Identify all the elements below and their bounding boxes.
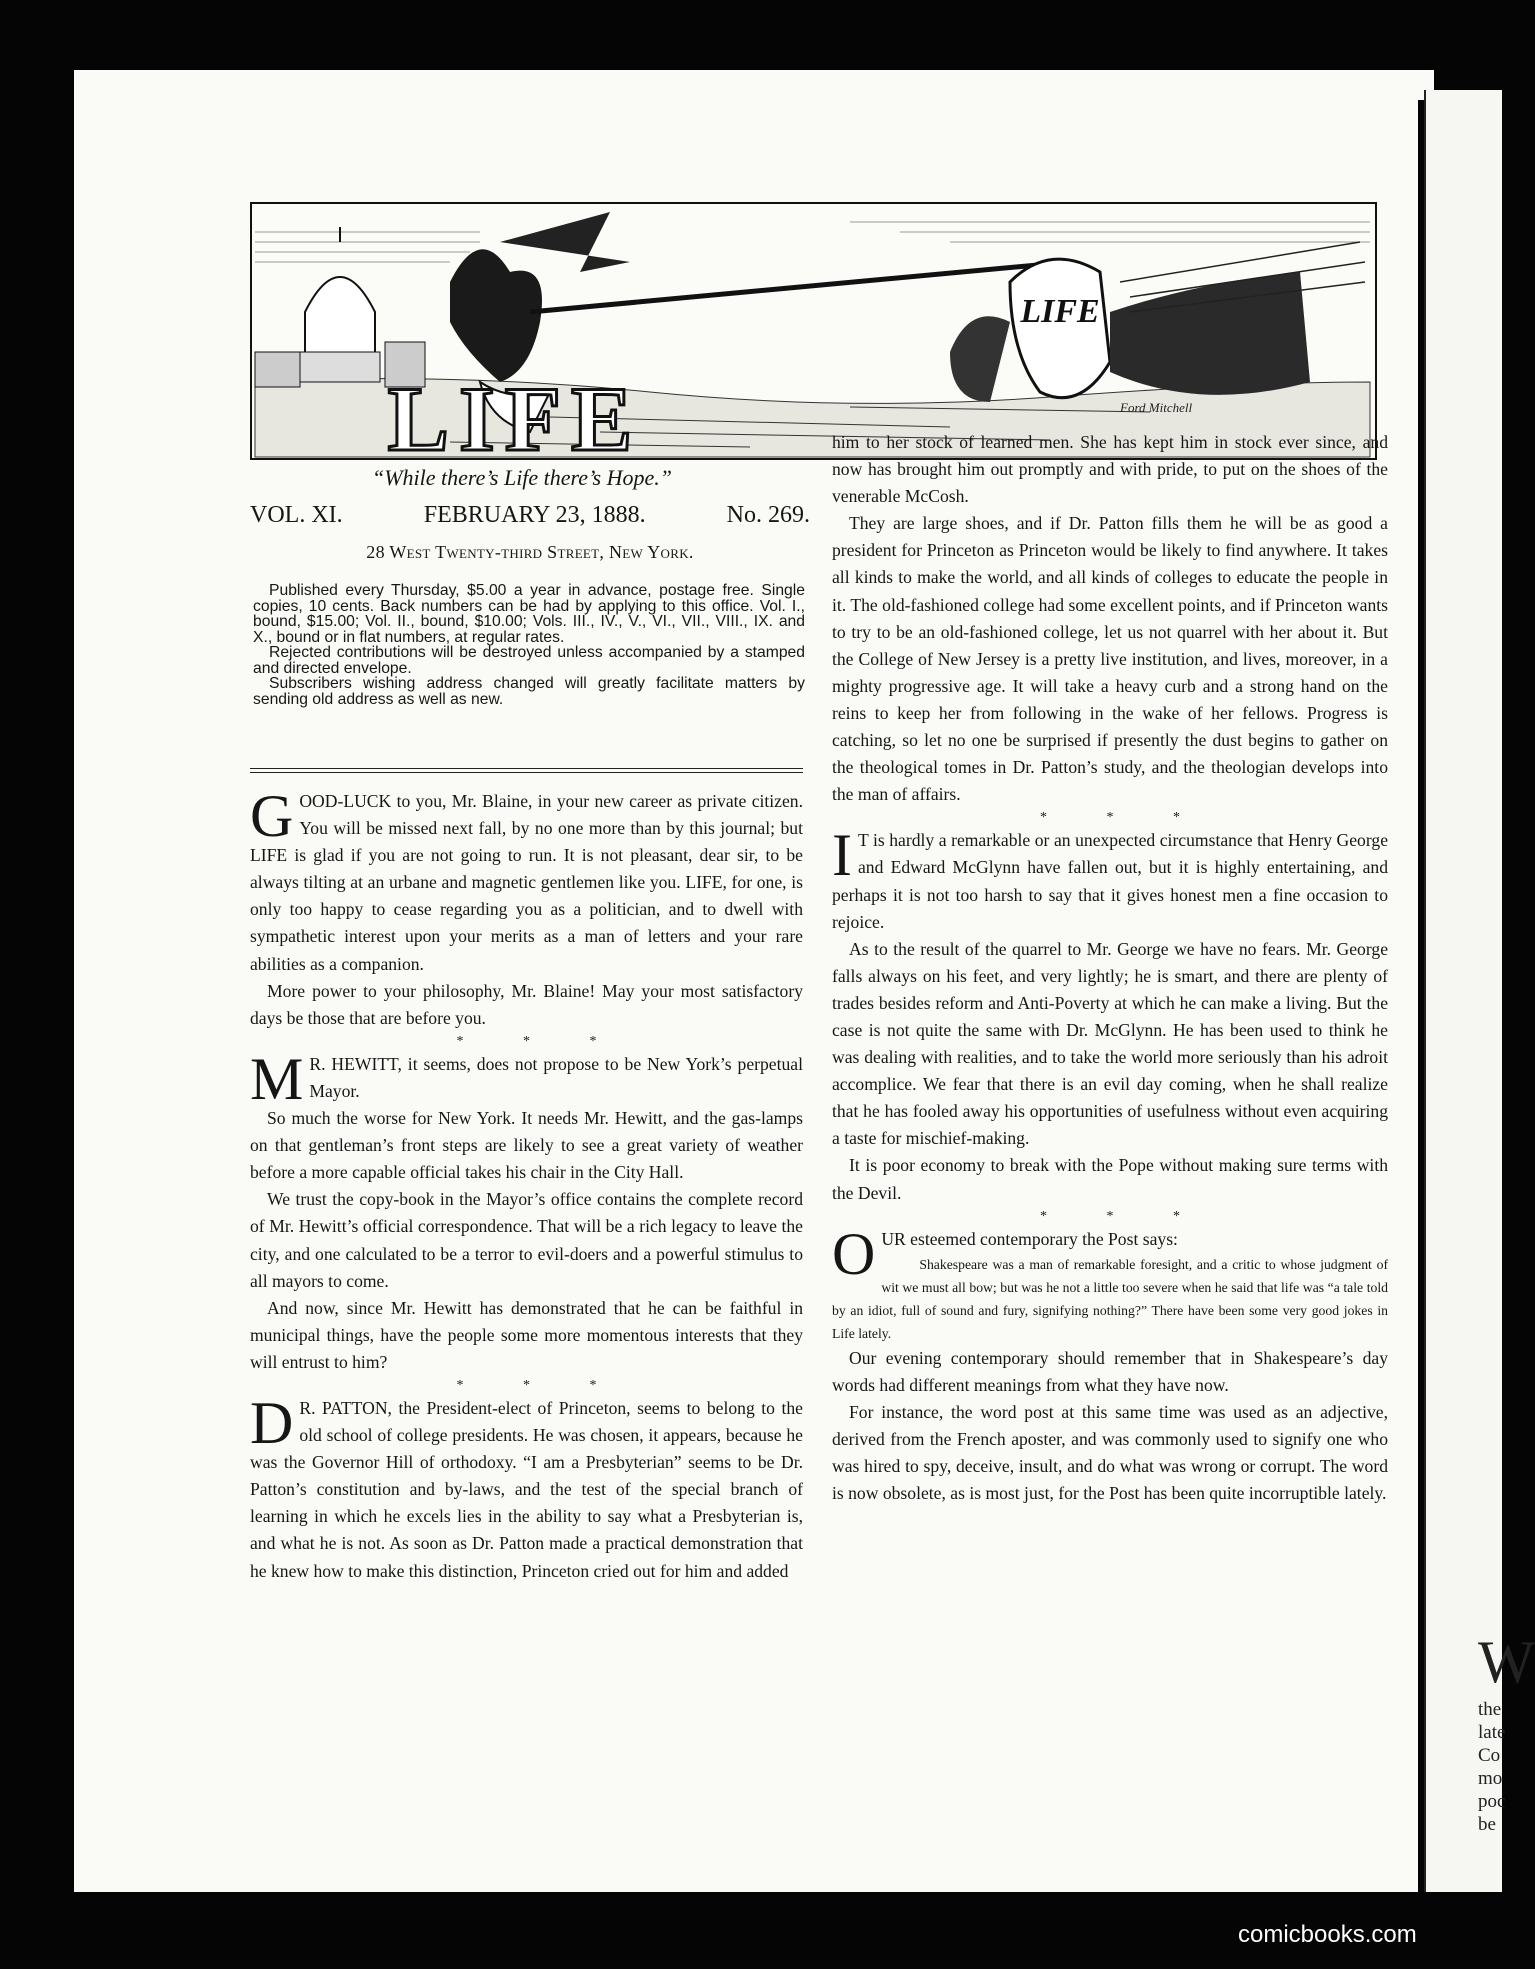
- notice-paragraph: Published every Thursday, $5.00 a year in advance, postage free. Single copies, 10 cents. Back numbers can be had by applying to this office. Vol. I., bound, $15.00; Vol. II., bound, $10.00; Vols. III., IV., V., VI., VII., VIII., IX. and X., bound or in flat numbers, at regular rates.: [253, 582, 805, 646]
- drop-cap: D: [250, 1389, 294, 1456]
- left-column: [250, 783, 803, 1585]
- next-page-line: Co: [1478, 1745, 1501, 1766]
- drop-cap: G: [250, 783, 294, 849]
- article-george: [832, 822, 1388, 935]
- masthead-illustration: [250, 202, 1377, 470]
- paragraph: More power to your philosophy, Mr. Blaine! May your most satisfactory days be those that are before you.: [250, 980, 803, 1028]
- drop-cap: M: [250, 1045, 304, 1112]
- paragraph: We trust the copy-book in the Mayor’s office contains the complete record of Mr. Hewitt’s official correspondence. That will be a rich legacy to leave the city, and one calculated to be a terror to evil-doers and a powerful stimulus to all mayors to come.: [250, 1189, 803, 1291]
- office-address: 28 West Twenty-third Street, New York.: [366, 542, 694, 562]
- site-watermark: comicbooks.com: [1238, 1921, 1417, 1948]
- article-blaine: [250, 783, 803, 978]
- issue-number: No. 269.: [726, 502, 810, 528]
- drop-cap: I: [832, 822, 852, 889]
- right-column: [832, 429, 1388, 1507]
- life-logo: LIFE: [387, 368, 643, 470]
- paragraph: So much the worse for New York. It needs Mr. Hewitt, and the gas-lamps on that gentleman’s front steps are likely to see a great variety of weather before a more capable official takes his chair in the City Hall.: [250, 1108, 803, 1183]
- next-page-line: the: [1478, 1699, 1502, 1720]
- article-post: [832, 1220, 1388, 1287]
- section-separator: * * *: [1040, 1208, 1208, 1224]
- paragraph: As to the result of the quarrel to Mr. George we have no fears. Mr. George falls always on his feet, and very lightly; he is smart, and there are plenty of trades besides reform and Anti-Poverty at which he can make a living. But the case is not quite the same with Dr. McGlynn. He has been used to think he was dealing with realities, and to take the world more seriously than his adroit accomplice. We fear that there is an evil day coming, when he shall realize that he has fooled away his opportunities of usefulness without even acquiring a taste for mischief-making.: [832, 938, 1388, 1149]
- paragraph: R. PATTON, the President-elect of Princeton, seems to belong to the old school of college presidents. He was chosen, it appears, because he was the Governor Hill of orthodoxy. “I am a Presbyterian” seems to be Dr. Patton’s constitution and by-laws, and the test of the special branch of learning in which he excels lies in the ability to say what a Presbyterian is, and what he is not. As soon as Dr. Patton made a practical demonstration that he knew how to make this distinction, Princeton cried out for him and added: [250, 1397, 803, 1581]
- notice-paragraph: Subscribers wishing address changed will greatly facilitate matters by sending old address as well as new.: [253, 675, 805, 708]
- paragraph: For instance, the word post at this same time was used as an adjective, derived from the French aposter, and was commonly used to signify one who was hired to spy, deceive, insult, and do what was wrong or corrupt. The word is now obsolete, as is most just, for the Post has been quite incorruptible lately.: [832, 1401, 1388, 1504]
- notice-paragraph: Rejected contributions will be destroyed unless accompanied by a stamped and directed envelope.: [253, 644, 805, 677]
- post-quotation: Shakespeare was a man of remarkable foresight, and a critic to whose judgment of wit we must all bow; but was he not a little too severe when he said that life was “a tale told by an idiot, full of sound and fury, signifying nothing?” There have been some very good jokes in Life lately.: [832, 1256, 1388, 1341]
- artist-signature: Ford Mitchell: [1120, 400, 1193, 415]
- issue-date: FEBRUARY 23, 1888.: [423, 502, 646, 528]
- next-page-initial: W: [1478, 1629, 1535, 1695]
- next-page-line: mo: [1478, 1768, 1503, 1789]
- paragraph: It is poor economy to break with the Pope without making sure terms with the Devil.: [832, 1155, 1388, 1203]
- double-rule-bottom: [250, 772, 803, 773]
- next-page-edge: [1424, 90, 1535, 1892]
- article-hewitt: [250, 1045, 803, 1112]
- motto: “While there’s Life there’s Hope.”: [371, 465, 673, 490]
- paragraph: Our evening contemporary should remember that in Shakespeare’s day words had different meanings from what they have now.: [832, 1347, 1388, 1395]
- article-patton: [250, 1389, 803, 1585]
- section-separator: * * *: [1040, 810, 1208, 826]
- section-separator: * * *: [456, 1377, 625, 1393]
- paragraph: And now, since Mr. Hewitt has demonstrated that he can be faithful in municipal things, have the people some more momentous interests that they will entrust to him?: [250, 1297, 803, 1372]
- next-page-line: be: [1478, 1814, 1496, 1835]
- paragraph: UR esteemed contemporary the Post says:: [881, 1228, 1178, 1249]
- double-rule-top: [250, 768, 803, 769]
- next-page-line: late: [1478, 1722, 1506, 1743]
- drop-cap: O: [832, 1220, 876, 1287]
- paragraph: OOD-LUCK to you, Mr. Blaine, in your new career as private citizen. You will be missed next fall, by no one more than by this journal; but LIFE is glad if you are not going to run. It is not pleasant, dear sir, to be always tilting at an urbane and magnetic gentlemen like you. LIFE, for one, is only too happy to cease regarding you as a politician, and to dwell with sympathetic interest upon your merits as a man of letters and your rare abilities as a companion.: [250, 791, 803, 974]
- shield-text: LIFE: [1020, 293, 1100, 330]
- publication-notice: [253, 583, 805, 707]
- paragraph: R. HEWITT, it seems, does not propose to be New York’s perpetual Mayor.: [309, 1053, 803, 1101]
- section-separator: * * *: [456, 1033, 625, 1049]
- issue-line: [250, 502, 810, 529]
- volume: VOL. XI.: [250, 502, 343, 528]
- paragraph: They are large shoes, and if Dr. Patton fills them he will be as good a president for Princeton as Princeton would be likely to find anywhere. It takes all kinds to make the world, and all kinds of colleges to educate the people in it. The old-fashioned college had some excellent points, and if Princeton wants to try to be an old-fashioned college, let us not quarrel with her about it. But the College of New Jersey is a pretty live institution, and lives, moreover, in a mighty progressive age. It will take a heavy curb and a strong hand on the reins to keep her from following in the wake of her fellows. Progress is catching, so let no one be surprised if presently the dust begins to gather on the theological tomes in Dr. Patton’s study, and the theologian develops into the man of affairs.: [832, 513, 1388, 805]
- paragraph: T is hardly a remarkable or an unexpected circumstance that Henry George and Edward McGlynn have fallen out, but it is highly entertaining, and perhaps it is not too harsh to say that it gives honest men a fine occasion to rejoice.: [832, 830, 1388, 932]
- next-page-line: poc: [1478, 1791, 1506, 1812]
- paragraph: him to her stock of learned men. She has kept him in stock ever since, and now has brought him out promptly and with pride, to put on the shoes of the venerable McCosh.: [832, 432, 1388, 507]
